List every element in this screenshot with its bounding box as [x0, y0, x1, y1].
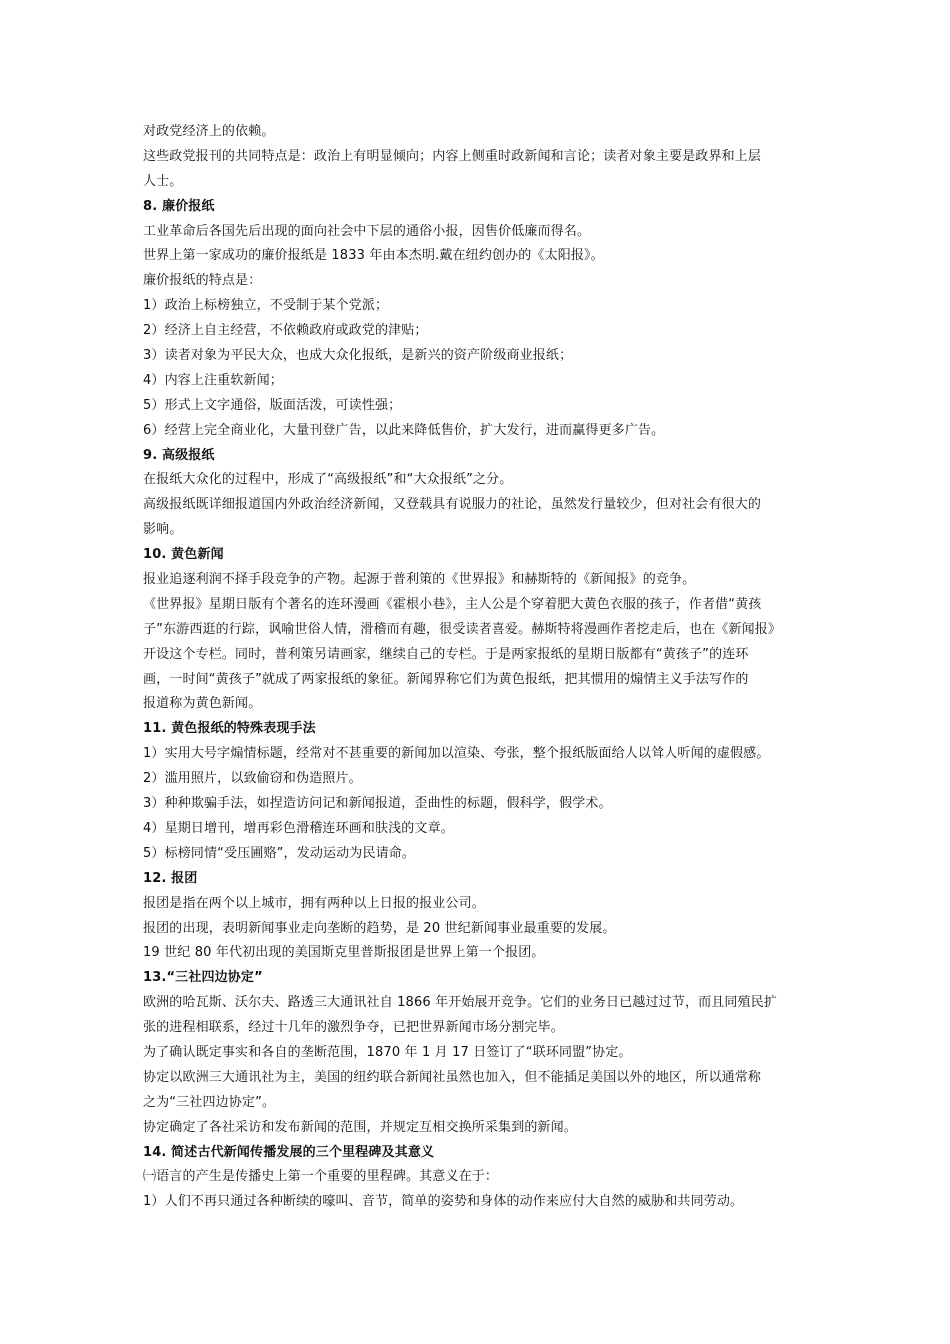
- text-line: 欧洲的哈瓦斯、沃尔夫、路透三大通讯社自 1866 年开始展开竞争。它们的业务日已越过过节，而且同殖民扩: [143, 995, 777, 1011]
- text-line: 人士。: [143, 173, 183, 189]
- text-line: 影响。: [143, 522, 183, 538]
- text-line: 协定以欧洲三大通讯社为主，美国的纽约联合新闻社虽然也加入，但不能插足美国以外的地区，所以通常称: [143, 1069, 762, 1085]
- text-line: 报业追逐利润不择手段竞争的产物。起源于普利策的《世界报》和赫斯特的《新闻报》的竞争。: [143, 572, 696, 588]
- section-heading: 11. 黄色报纸的特殊表现手法: [143, 721, 316, 737]
- text-line: 高级报纸既详细报道国内外政治经济新闻，又登载具有说服力的社论，虽然发行量较少，但对社会有很大的: [143, 497, 762, 513]
- text-line: 廉价报纸的特点是：: [143, 273, 262, 289]
- text-line: 这些政党报刊的共同特点是：政治上有明显倾向；内容上侧重时政新闻和言论；读者对象主要是政界和上层: [143, 148, 762, 164]
- text-line: 子”东游西逛的行踪，讽喻世俗人情，滑稽而有趣，很受读者喜爱。赫斯特将漫画作者挖走后，也在《新闻报》: [143, 621, 782, 637]
- text-line: ㈠语言的产生是传播史上第一个重要的里程碑。其意义在于：: [143, 1169, 499, 1185]
- text-line: 《世界报》星期日版有个著名的连环漫画《霍根小巷》，主人公是个穿着肥大黄色衣服的孩子，作者借“黄孩: [143, 596, 762, 612]
- text-line: 开设这个专栏。同时，普利策另请画家，继续自己的专栏。于是两家报纸的星期日版都有“黄孩子”的连环: [143, 646, 749, 662]
- text-line: 报团的出现，表明新闻事业走向垄断的趋势，是 20 世纪新闻事业最重要的发展。: [143, 920, 616, 936]
- text-line: 1）实用大号字煽情标题，经常对不甚重要的新闻加以渲染、夸张，整个报纸版面给人以耸人听闻的虚假感。: [143, 746, 770, 762]
- text-line: 世界上第一家成功的廉价报纸是 1833 年由本杰明.戴在纽约创办的《太阳报》。: [143, 248, 604, 264]
- text-line: 3）种种欺骗手法，如捏造访问记和新闻报道，歪曲性的标题，假科学，假学术。: [143, 796, 612, 812]
- text-line: 张的进程相联系，经过十几年的激烈争夺，已把世界新闻市场分割完毕。: [143, 1020, 564, 1036]
- text-line: 3）读者对象为平民大众，也成大众化报纸，是新兴的资产阶级商业报纸；: [143, 348, 573, 364]
- document-page: [143, 120, 811, 1215]
- section-heading: 12. 报团: [143, 870, 198, 886]
- section-heading: 8. 廉价报纸: [143, 198, 215, 214]
- text-line: 1）人们不再只通过各种断续的嚎叫、音节，简单的姿势和身体的动作来应付大自然的威胁和共同劳动。: [143, 1194, 744, 1210]
- text-line: 之为“三社四边协定”。: [143, 1094, 276, 1110]
- text-line: 4）内容上注重软新闻；: [143, 372, 283, 388]
- section-heading: 10. 黄色新闻: [143, 547, 224, 563]
- text-line: 报道称为黄色新闻。: [143, 696, 262, 712]
- text-line: 1）政治上标榜独立，不受制于某个党派；: [143, 298, 389, 314]
- text-line: 画，一时间“黄孩子”就成了两家报纸的象征。新闻界称它们为黄色报纸，把其惯用的煽情主义手法写作的: [143, 671, 749, 687]
- text-line: 协定确定了各社采访和发布新闻的范围，并规定互相交换所采集到的新闻。: [143, 1119, 577, 1135]
- text-line: 6）经营上完全商业化，大量刊登广告，以此来降低售价，扩大发行，进而赢得更多广告。: [143, 422, 665, 438]
- text-line: 对政党经济上的依赖。: [143, 124, 275, 139]
- section-heading: 14. 简述古代新闻传播发展的三个里程碑及其意义: [143, 1144, 435, 1160]
- text-line: 4）星期日增刊，增再彩色滑稽连环画和肤浅的文章。: [143, 820, 454, 836]
- text-line: 5）形式上文字通俗，版面活泼，可读性强；: [143, 397, 402, 413]
- text-line: 19 世纪 80 年代初出现的美国斯克里普斯报团是世界上第一个报团。: [143, 945, 545, 961]
- section-heading: 13.“三社四边协定”: [143, 970, 263, 986]
- text-line: 为了确认既定事实和各自的垄断范围，1870 年 1 月 17 日签订了“联环同盟”协定。: [143, 1044, 632, 1060]
- text-line: 2）经济上自主经营，不依赖政府或政党的津贴；: [143, 323, 428, 339]
- text-line: 工业革命后各国先后出现的面向社会中下层的通俗小报，因售价低廉而得名。: [143, 223, 591, 239]
- text-line: 报团是指在两个以上城市，拥有两种以上日报的报业公司。: [143, 895, 485, 911]
- text-line: 在报纸大众化的过程中，形成了“高级报纸”和“大众报纸”之分。: [143, 472, 513, 488]
- text-line: 5）标榜同情“受压圃赂”，发动运动为民请命。: [143, 845, 416, 861]
- text-line: 2）滥用照片，以致偷窃和伪造照片。: [143, 771, 362, 787]
- section-heading: 9. 高级报纸: [143, 447, 215, 463]
